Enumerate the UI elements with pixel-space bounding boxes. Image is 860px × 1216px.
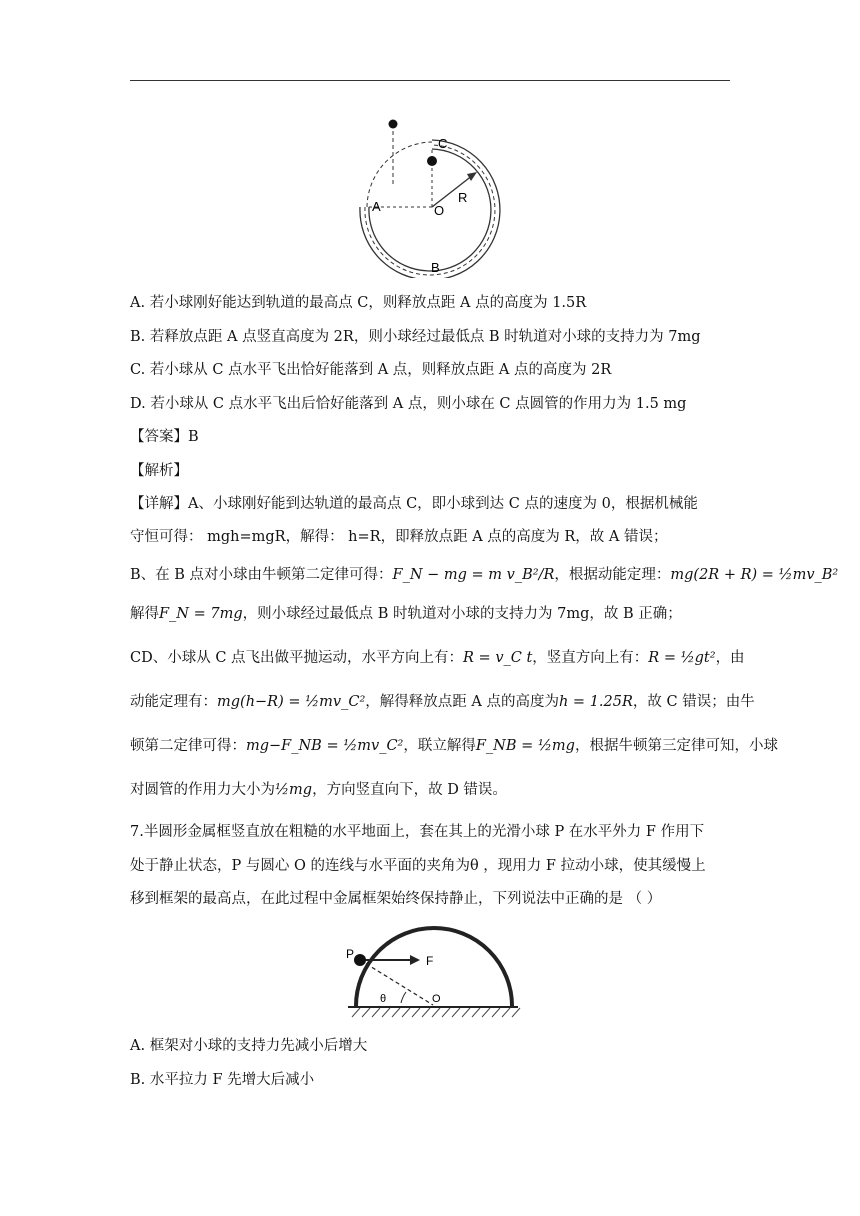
- top-ball-icon: [427, 156, 437, 166]
- detail-line-6: [130, 692, 755, 712]
- detail-text: 顿第二定律可得：: [130, 738, 246, 754]
- detail-text: CD、小球从 C 点飞出做平抛运动，水平方向上有：: [130, 650, 464, 666]
- detail-text: ，根据动能定理：: [554, 567, 671, 583]
- label-o: O: [434, 203, 445, 218]
- detail-text: ，解得释放点距 A 点的高度为: [365, 694, 559, 710]
- detail-text: ，故 C 错误；由牛: [632, 694, 755, 710]
- label-r: R: [458, 190, 468, 205]
- radius-arrowhead-icon: [467, 172, 477, 181]
- label-c: C: [438, 136, 448, 151]
- option-b: B. 若释放点距 A 点竖直高度为 2R，则小球经过最低点 B 时轨道对小球的支持力为 7mg: [130, 329, 701, 345]
- question-7-line-1: 7.半圆形金属框竖直放在粗糙的水平地面上，套在其上的光滑小球 P 在水平外力 F 作用下: [130, 824, 705, 840]
- detail-line-4: [130, 604, 682, 624]
- label-p: P: [346, 947, 355, 961]
- detail-text: ，根据牛顿第三定律可知，小球: [574, 738, 778, 754]
- option-a: A. 若小球刚好能达到轨道的最高点 C，则释放点距 A 点的高度为 1.5R: [130, 295, 587, 311]
- kinetic-equation: mg(h−R) = ½mv_C²: [217, 694, 366, 710]
- detail-line-3: [130, 565, 838, 585]
- detail-text: ，竖直方向上有：: [532, 650, 649, 666]
- detail-text: ，由: [715, 650, 745, 666]
- header-rule: [130, 80, 730, 81]
- ball-p-icon: [354, 954, 366, 966]
- support-force-result: F_N = 7mg: [159, 606, 243, 622]
- label-o: O: [432, 993, 441, 1005]
- detail-line-5: [130, 648, 745, 668]
- newton-equation: F_N − mg = m v_B²/R: [392, 567, 555, 583]
- detail-text: 对圆管的作用力大小为: [130, 782, 275, 798]
- option-c: C. 若小球从 C 点水平飞出恰好能落到 A 点，则释放点距 A 点的高度为 2R: [130, 362, 612, 378]
- label-theta: θ: [380, 993, 387, 1005]
- q7-option-a: A. 框架对小球的支持力先减小后增大: [130, 1038, 368, 1054]
- label-b: B: [431, 260, 440, 275]
- force-result: ½mg: [275, 782, 313, 798]
- fnb-result: F_NB = ½mg: [475, 738, 575, 754]
- analysis-heading: 【解析】: [130, 463, 188, 479]
- question-7-line-2: 处于静止状态，P 与圆心 O 的连线与水平面的夹角为θ ，现用力 F 拉动小球，使其缓慢上: [130, 858, 706, 874]
- answer-line: 【答案】B: [130, 429, 199, 445]
- detail-text: B、在 B 点对小球由牛顿第二定律可得：: [130, 567, 393, 583]
- newton-c-equation: mg−F_NB = ½mv_C²: [246, 738, 404, 754]
- energy-equation: mg(2R + R) = ½mv_B²: [670, 567, 839, 583]
- label-a: A: [372, 199, 381, 214]
- height-result: h = 1.25R: [558, 694, 633, 710]
- vertical-equation: R = ½gt²: [648, 650, 716, 666]
- ground-hatching: [352, 1008, 520, 1017]
- circular-track-figure: [355, 112, 505, 278]
- horizontal-equation: R = v_C t: [463, 650, 533, 666]
- detail-text: ，联立解得: [403, 738, 476, 754]
- detail-text: ，方向竖直向下，故 D 错误。: [312, 782, 507, 798]
- q7-option-b: B. 水平拉力 F 先增大后减小: [130, 1072, 315, 1088]
- detail-text: 动能定理有：: [130, 694, 217, 710]
- detail-line-7: [130, 736, 778, 756]
- force-arrowhead-icon: [410, 955, 420, 965]
- detail-text: 解得: [130, 606, 159, 622]
- detail-line-8: [130, 780, 507, 800]
- label-f: F: [426, 954, 434, 968]
- detail-text: ，则小球经过最低点 B 时轨道对小球的支持力为 7mg，故 B 正确；: [242, 606, 682, 622]
- question-7-line-3: 移到框架的最高点，在此过程中金属框架始终保持静止，下列说法中正确的是 （ ）: [130, 891, 662, 907]
- detail-line-2: 守恒可得： mgh=mgR，解得： h=R，即释放点距 A 点的高度为 R，故 A 错误；: [130, 529, 668, 545]
- semicircle-frame-figure: [338, 922, 524, 1022]
- detail-line-1: 【详解】A、小球刚好能到达轨道的最高点 C，即小球到达 C 点的速度为 0，根据机械能: [130, 496, 698, 512]
- release-ball-icon: [389, 120, 398, 129]
- option-d: D. 若小球从 C 点水平飞出后恰好能落到 A 点，则小球在 C 点圆管的作用力为 1.5 mg: [130, 396, 687, 412]
